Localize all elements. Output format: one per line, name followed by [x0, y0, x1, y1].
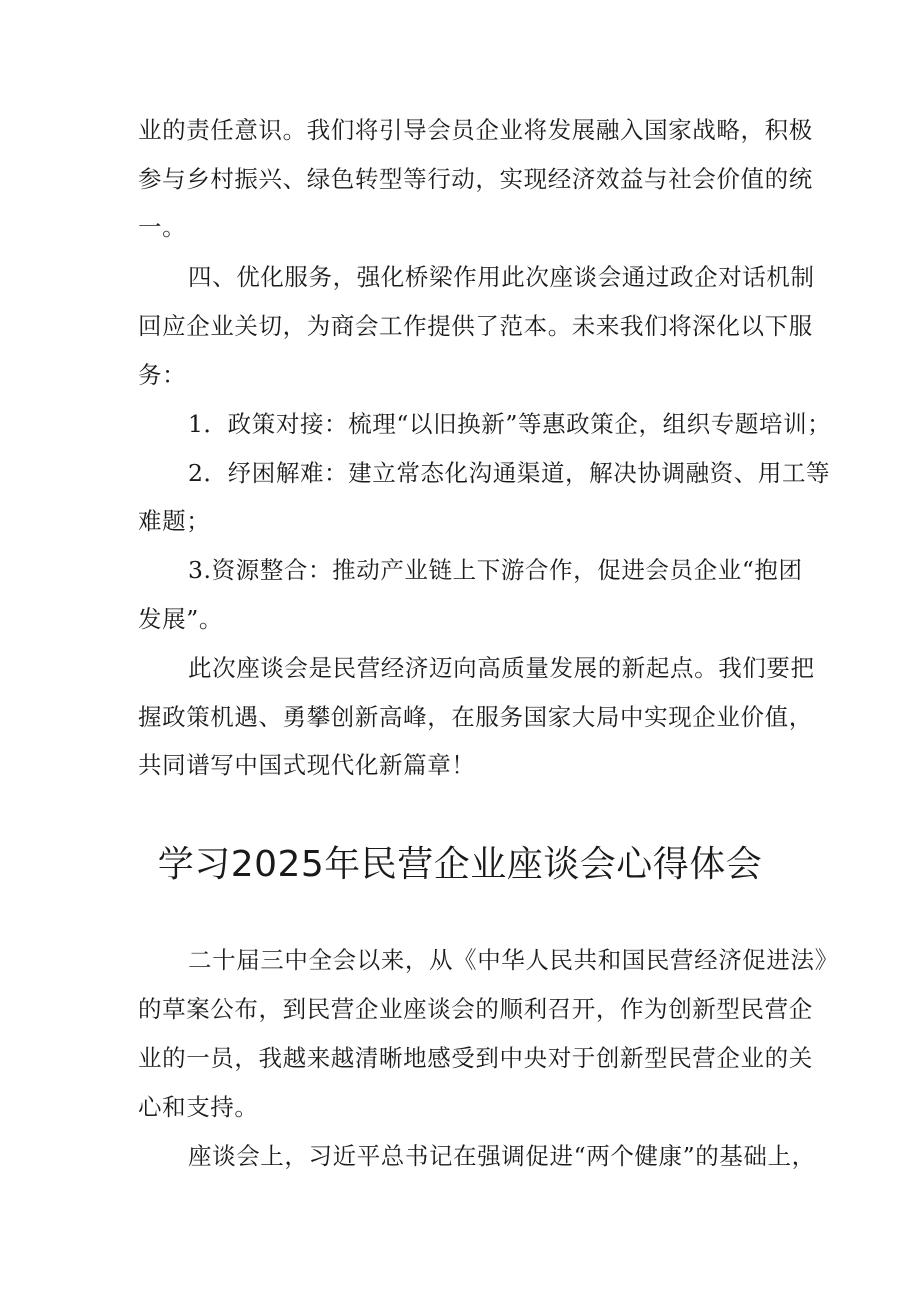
- paragraph-line: 二十届三中全会以来，从《中华人民共和国民营经济促进法》: [188, 946, 839, 974]
- paragraph-line: 握政策机遇、勇攀创新高峰，在服务国家大局中实现企业价值，: [138, 703, 813, 731]
- paragraph-line: 的草案公布，到民营企业座谈会的顺利召开，作为创新型民营企: [138, 995, 813, 1023]
- list-item: 1．政策对接：梳理“以旧换新”等惠政策企，组织专题培训；: [188, 410, 832, 438]
- article-title: 学习2025年民营企业座谈会心得体会: [157, 844, 763, 885]
- paragraph-line: 此次座谈会是民营经济迈向高质量发展的新起点。我们要把: [188, 654, 815, 682]
- paragraph-line: 四、优化服务，强化桥梁作用此次座谈会通过政企对话机制: [188, 263, 815, 291]
- list-item: 3.资源整合：推动产业链上下游合作，促进会员企业“抱团: [188, 556, 803, 584]
- paragraph-line: 共同谱写中国式现代化新篇章！: [138, 751, 476, 779]
- paragraph-line: 一。: [138, 213, 187, 241]
- list-item-continuation: 难题；: [138, 507, 211, 535]
- list-item: 2．纾困解难：建立常态化沟通渠道，解决协调融资、用工等: [188, 459, 831, 487]
- paragraph-line: 心和支持。: [138, 1093, 259, 1121]
- list-item-continuation: 发展”。: [138, 605, 223, 633]
- paragraph-line: 回应企业关切，为商会工作提供了范本。未来我们将深化以下服: [138, 312, 813, 340]
- paragraph-line: 务：: [138, 361, 187, 389]
- paragraph-line: 座谈会上，习近平总书记在强调促进“两个健康”的基础上，: [188, 1142, 816, 1170]
- paragraph-line: 业的责任意识。我们将引导会员企业将发展融入国家战略，积极: [138, 116, 813, 144]
- paragraph-line: 参与乡村振兴、绿色转型等行动，实现经济效益与社会价值的统: [138, 165, 813, 193]
- paragraph-line: 业的一员，我越来越清晰地感受到中央对于创新型民营企业的关: [138, 1044, 813, 1072]
